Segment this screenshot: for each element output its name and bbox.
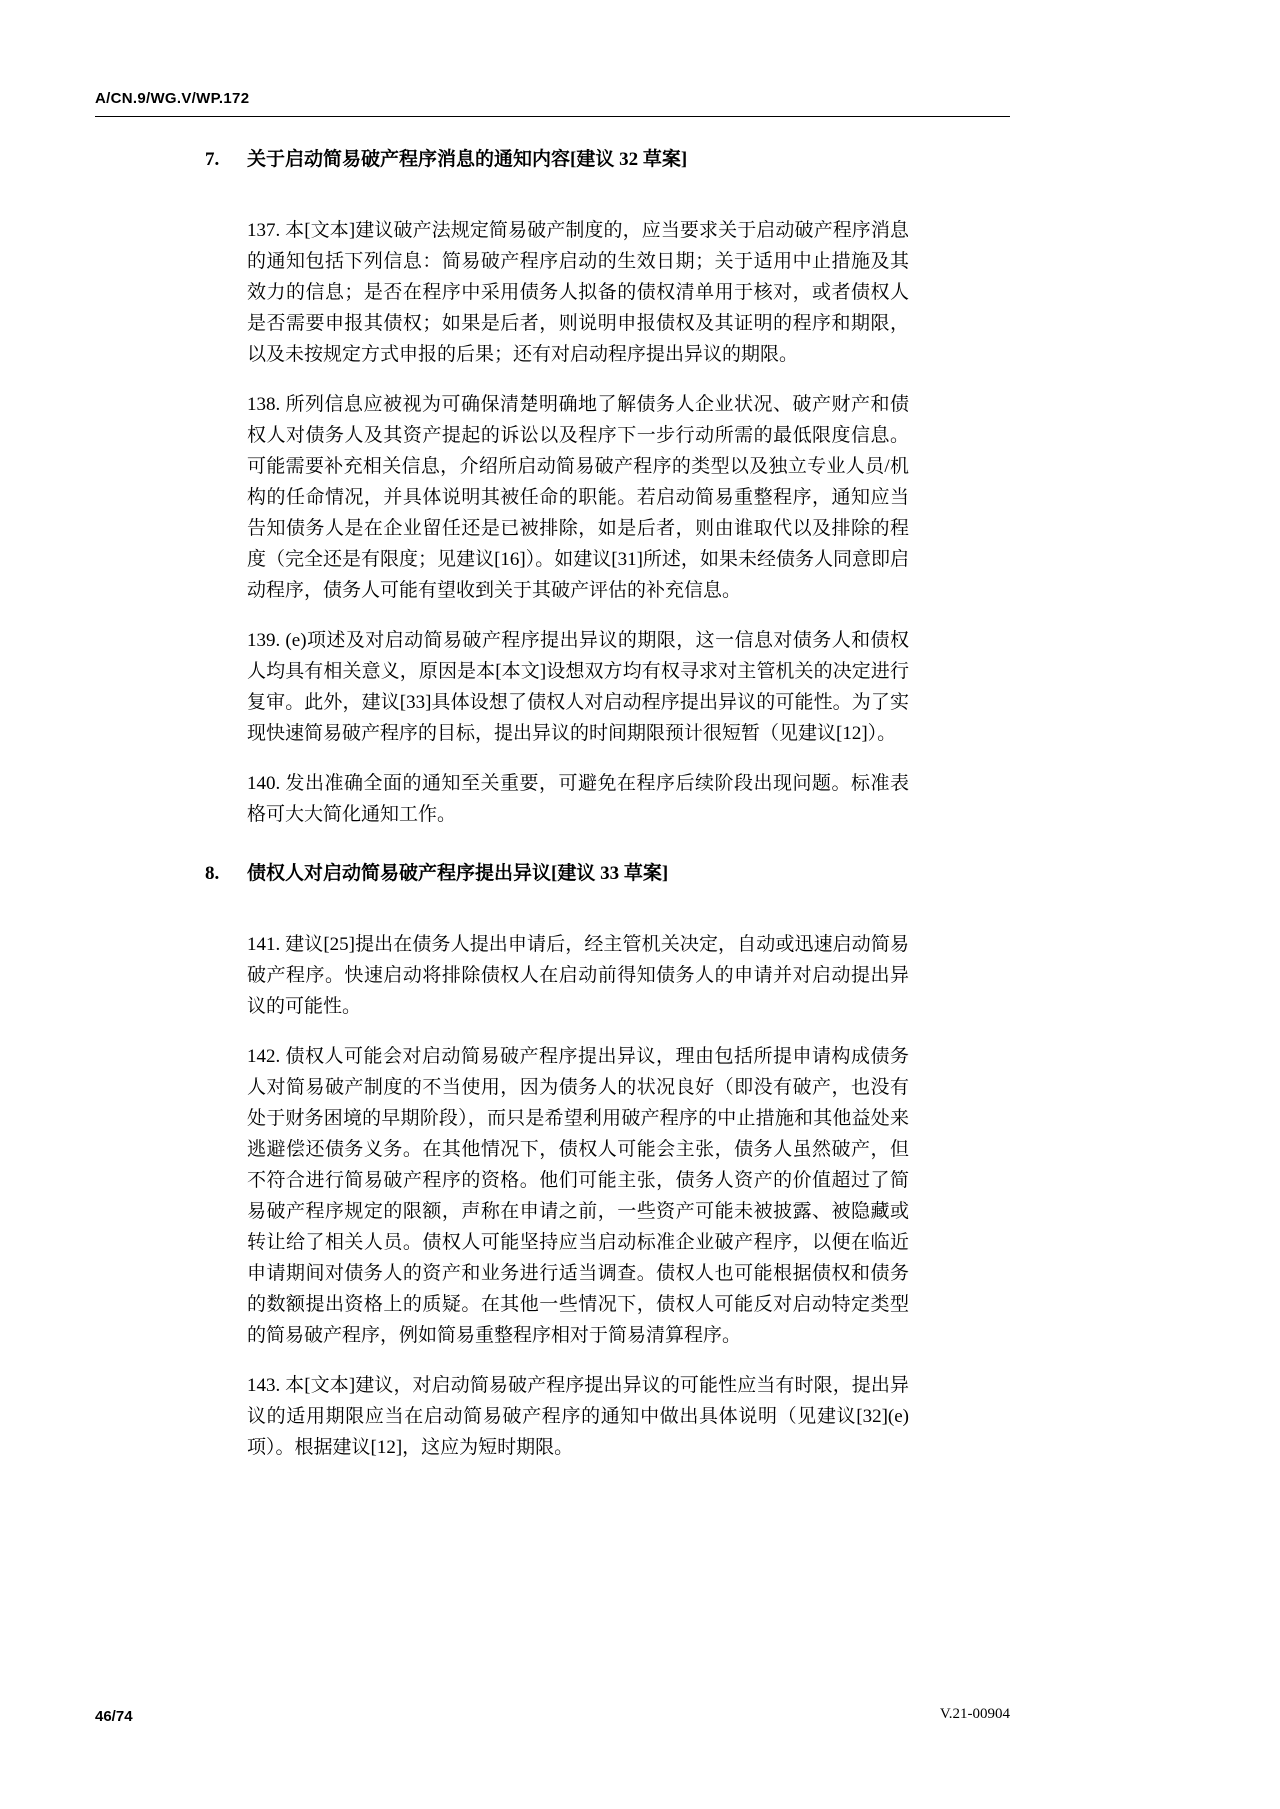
section-7-title: 关于启动简易破产程序消息的通知内容[建议 32 草案] <box>247 149 688 170</box>
document-body <box>205 146 909 1482</box>
paragraph-137: 137. 本[文本]建议破产法规定简易破产制度的，应当要求关于启动破产程序消息的通知包括下列信息：简易破产程序启动的生效日期；关于适用中止措施及其效力的信息；是否在程序中采用债务人拟备的债权清单用于核对，或者债权人是否需要申报其债权；如果是后者，则说明申报债权及其证明的程序和期限，以及未按规定方式申报的后果；还有对启动程序提出异议的期限。 <box>247 220 909 365</box>
page-number: 46/74 <box>95 1708 133 1725</box>
paragraph-138: 138. 所列信息应被视为可确保清楚明确地了解债务人企业状况、破产财产和债权人对债务人及其资产提起的诉讼以及程序下一步行动所需的最低限度信息。可能需要补充相关信息，介绍所启动简易破产程序的类型以及独立专业人员/机构的任命情况，并具体说明其被任命的职能。若启动简易重整程序，通知应当告知债务人是在企业留任还是已被排除，如是后者，则由谁取代以及排除的程度（完全还是有限度；见建议[16]）。如建议[31]所述，如果未经债务人同意即启动程序，债务人可能有望收到关于其破产评估的补充信息。 <box>247 394 909 601</box>
paragraph-142: 142. 债权人可能会对启动简易破产程序提出异议，理由包括所提申请构成债务人对简易破产制度的不当使用，因为债务人的状况良好（即没有破产，也没有处于财务困境的早期阶段），而只是希望利用破产程序的中止措施和其他益处来逃避偿还债务义务。在其他情况下，债权人可能会主张，债务人虽然破产，但不符合进行简易破产程序的资格。他们可能主张，债务人资产的价值超过了简易破产程序规定的限额，声称在申请之前，一些资产可能未被披露、被隐藏或转让给了相关人员。债权人可能坚持应当启动标准企业破产程序，以便在临近申请期间对债务人的资产和业务进行适当调查。债权人也可能根据债权和债务的数额提出资格上的质疑。在其他一些情况下，债权人可能反对启动特定类型的简易破产程序，例如简易重整程序相对于简易清算程序。 <box>247 1046 909 1346</box>
paragraph-140: 140. 发出准确全面的通知至关重要，可避免在程序后续阶段出现问题。标准表格可大大简化通知工作。 <box>247 773 909 825</box>
document-symbol: A/CN.9/WG.V/WP.172 <box>95 90 250 107</box>
document-header <box>95 90 1010 117</box>
section-8-title: 债权人对启动简易破产程序提出异议[建议 33 草案] <box>247 863 669 884</box>
section-8-number: 8. <box>205 863 220 884</box>
section-8-heading <box>205 860 909 887</box>
paragraph-143: 143. 本[文本]建议，对启动简易破产程序提出异议的可能性应当有时限，提出异议的适用期限应当在启动简易破产程序的通知中做出具体说明（见建议[32](e)项）。根据建议[12]，这应为短时期限。 <box>247 1375 909 1458</box>
header-divider <box>95 116 1010 117</box>
document-number: V.21-00904 <box>939 1706 1010 1722</box>
paragraph-139: 139. (e)项述及对启动简易破产程序提出异议的期限，这一信息对债务人和债权人均具有相关意义，原因是本[本文]设想双方均有权寻求对主管机关的决定进行复审。此外，建议[33]具体设想了债权人对启动程序提出异议的可能性。为了实现快速简易破产程序的目标，提出异议的时间期限预计很短暂（见建议[12]）。 <box>247 630 909 744</box>
paragraph-141: 141. 建议[25]提出在债务人提出申请后，经主管机关决定，自动或迅速启动简易破产程序。快速启动将排除债权人在启动前得知债务人的申请并对启动提出异议的可能性。 <box>247 934 909 1017</box>
section-7-number: 7. <box>205 149 220 170</box>
section-7-heading <box>205 146 909 173</box>
